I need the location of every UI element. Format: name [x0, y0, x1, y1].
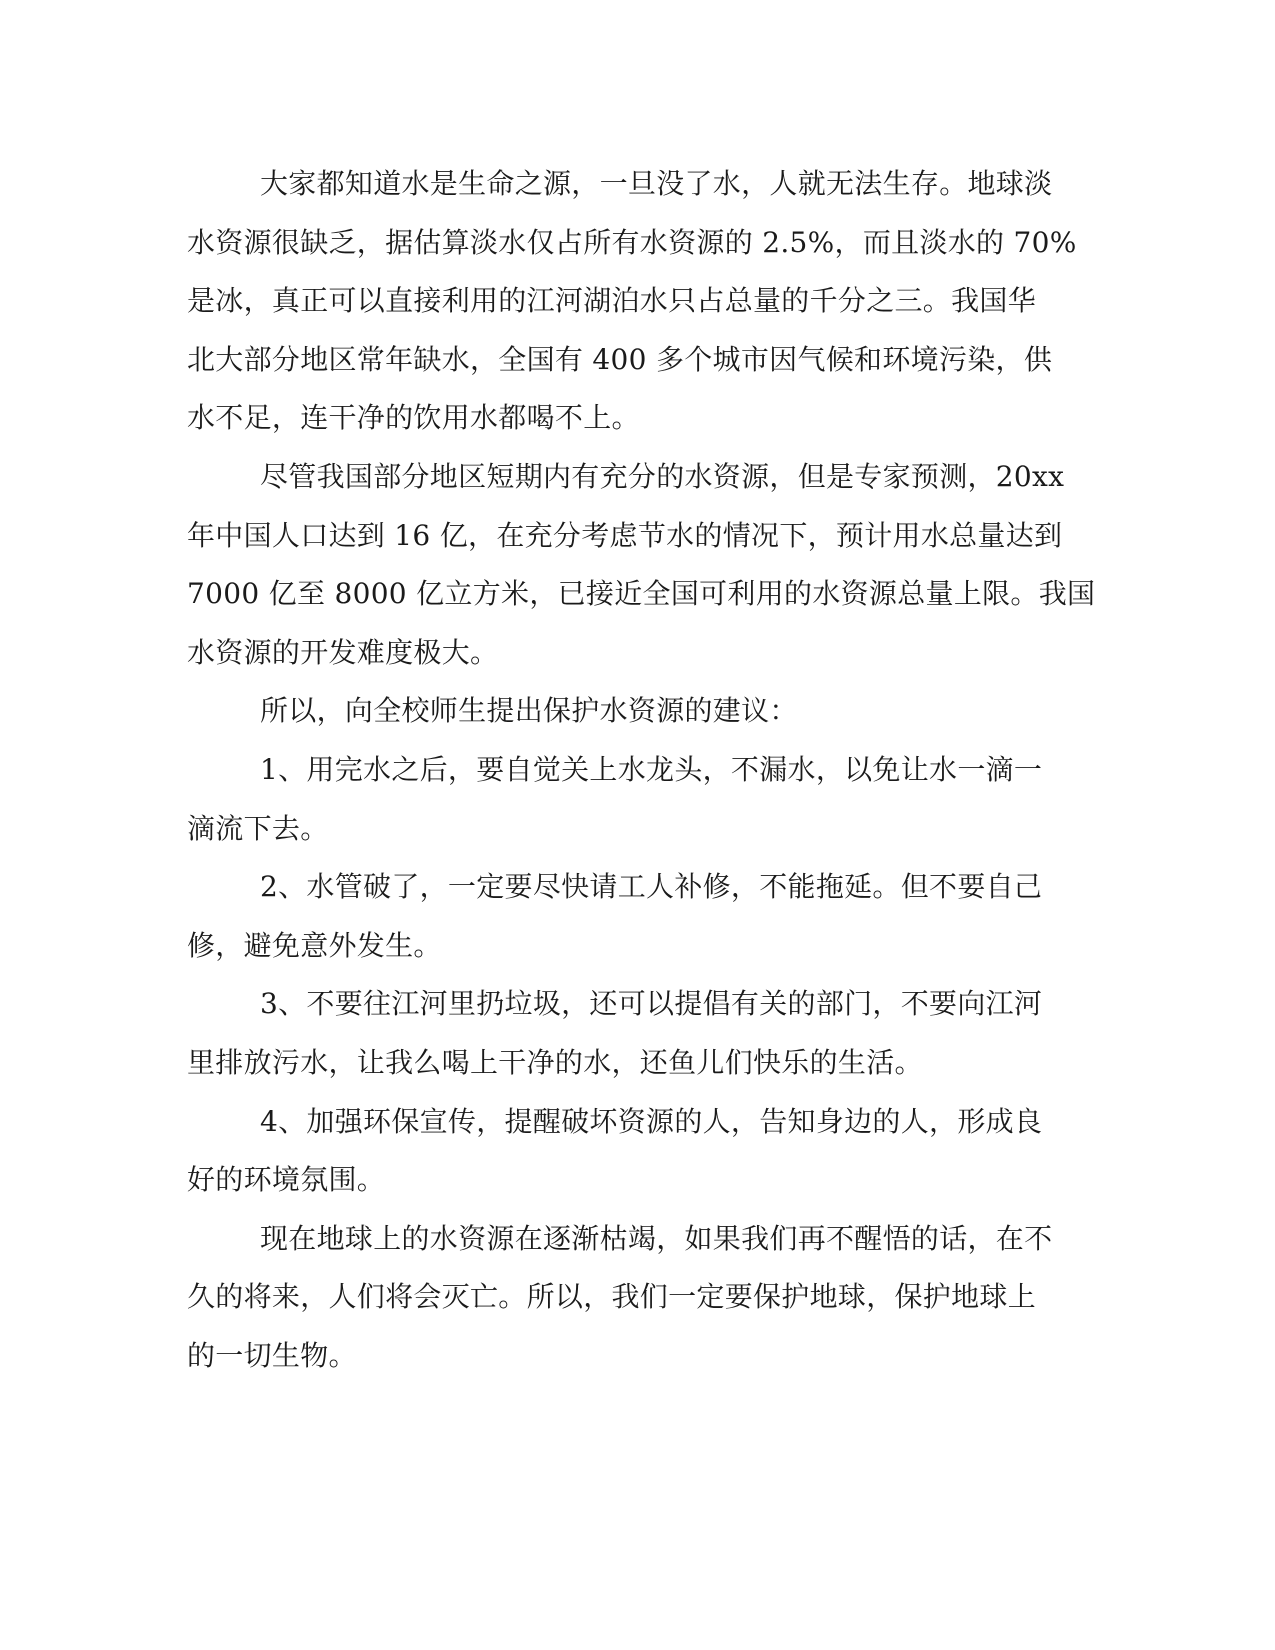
item-3-line-2: 里排放污水，让我么喝上干净的水，还鱼儿们快乐的生活。: [187, 1046, 923, 1079]
item-1-line-2: 滴流下去。: [187, 812, 329, 845]
paragraph-4-line-2: 久的将来，人们将会灭亡。所以，我们一定要保护地球，保护地球上: [187, 1280, 1037, 1313]
paragraph-2-line-1: 尽管我国部分地区短期内有充分的水资源，但是专家预测，20xx: [260, 460, 1065, 493]
item-4-line-1: 4、加强环保宣传，提醒破坏资源的人，告知身边的人，形成良: [260, 1105, 1043, 1138]
item-1-line-1: 1、用完水之后，要自觉关上水龙头，不漏水，以免让水一滴一: [260, 753, 1043, 786]
paragraph-4-line-3: 的一切生物。: [187, 1339, 357, 1372]
paragraph-1-line-3: 是冰，真正可以直接利用的江河湖泊水只占总量的千分之三。我国华: [187, 284, 1037, 317]
item-4-line-2: 好的环境氛围。: [187, 1163, 386, 1196]
item-2-line-2: 修，避免意外发生。: [187, 929, 442, 962]
paragraph-1-line-4: 北大部分地区常年缺水，全国有 400 多个城市因气候和环境污染，供: [187, 343, 1053, 376]
paragraph-2-line-3: 7000 亿至 8000 亿立方米，已接近全国可利用的水资源总量上限。我国: [187, 577, 1096, 610]
item-3-line-1: 3、不要往江河里扔垃圾，还可以提倡有关的部门，不要向江河: [260, 987, 1043, 1020]
paragraph-1-line-1: 大家都知道水是生命之源，一旦没了水，人就无法生存。地球淡: [260, 167, 1053, 200]
paragraph-4-line-1: 现在地球上的水资源在逐渐枯竭，如果我们再不醒悟的话，在不: [260, 1222, 1053, 1255]
paragraph-2-line-2: 年中国人口达到 16 亿，在充分考虑节水的情况下，预计用水总量达到: [187, 519, 1063, 552]
item-2-line-1: 2、水管破了，一定要尽快请工人补修，不能拖延。但不要自己: [260, 870, 1043, 903]
paragraph-1-line-5: 水不足，连干净的饮用水都喝不上。: [187, 401, 640, 434]
paragraph-3-line-1: 所以，向全校师生提出保护水资源的建议：: [260, 694, 798, 727]
paragraph-2-line-4: 水资源的开发难度极大。: [187, 636, 499, 669]
paragraph-1-line-2: 水资源很缺乏，据估算淡水仅占所有水资源的 2.5%，而且淡水的 70%: [187, 226, 1077, 259]
